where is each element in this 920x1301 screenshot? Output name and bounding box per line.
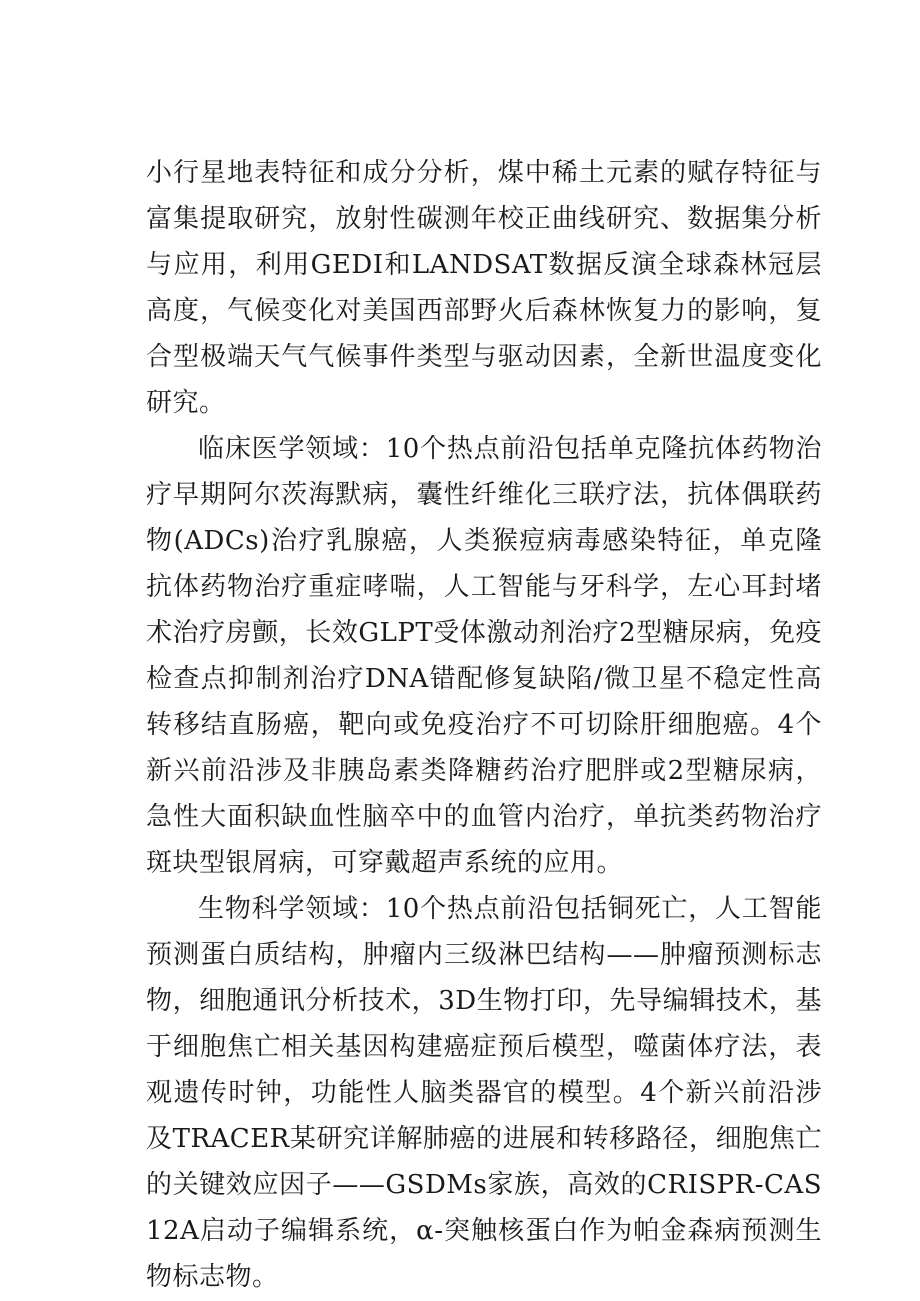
paragraph-biological-sciences: 生物科学领域：10个热点前沿包括铜死亡，人工智能预测蛋白质结构，肿瘤内三级淋巴结构——肿瘤预测标志物，细胞通讯分析技术，3D生物打印，先导编辑技术，基于细胞焦亡相关基因构建癌症预后模型，噬菌体疗法，表观遗传时钟，功能性人脑类器官的模型。4个新兴前沿涉及TRACER某研究详解肺癌的进展和转移路径，细胞焦亡的关键效应因子——GSDMs家族，高效的CRISPR-CAS12A启动子编辑系统，α-突触核蛋白作为帕金森病预测生物标志物。 [146, 894, 822, 1292]
paragraph-earth-science-continued: 小行星地表特征和成分分析，煤中稀土元素的赋存特征与富集提取研究，放射性碳测年校正曲线研究、数据集分析与应用，利用GEDI和LANDSAT数据反演全球森林冠层高度，气候变化对美国西部野火后森林恢复力的影响，复合型极端天气气候事件类型与驱动因素，全新世温度变化研究。 [146, 158, 822, 418]
body-text [146, 150, 822, 1300]
paragraph-clinical-medicine: 临床医学领域：10个热点前沿包括单克隆抗体药物治疗早期阿尔茨海默病，囊性纤维化三联疗法，抗体偶联药物(ADCs)治疗乳腺癌，人类猴痘病毒感染特征，单克隆抗体药物治疗重症哮喘，人工智能与牙科学，左心耳封堵术治疗房颤，长效GLPT受体激动剂治疗2型糖尿病，免疫检查点抑制剂治疗DNA错配修复缺陷/微卫星不稳定性高转移结直肠癌，靶向或免疫治疗不可切除肝细胞癌。4个新兴前沿涉及非胰岛素类降糖药治疗肥胖或2型糖尿病，急性大面积缺血性脑卒中的血管内治疗，单抗类药物治疗斑块型银屑病，可穿戴超声系统的应用。 [146, 434, 822, 878]
